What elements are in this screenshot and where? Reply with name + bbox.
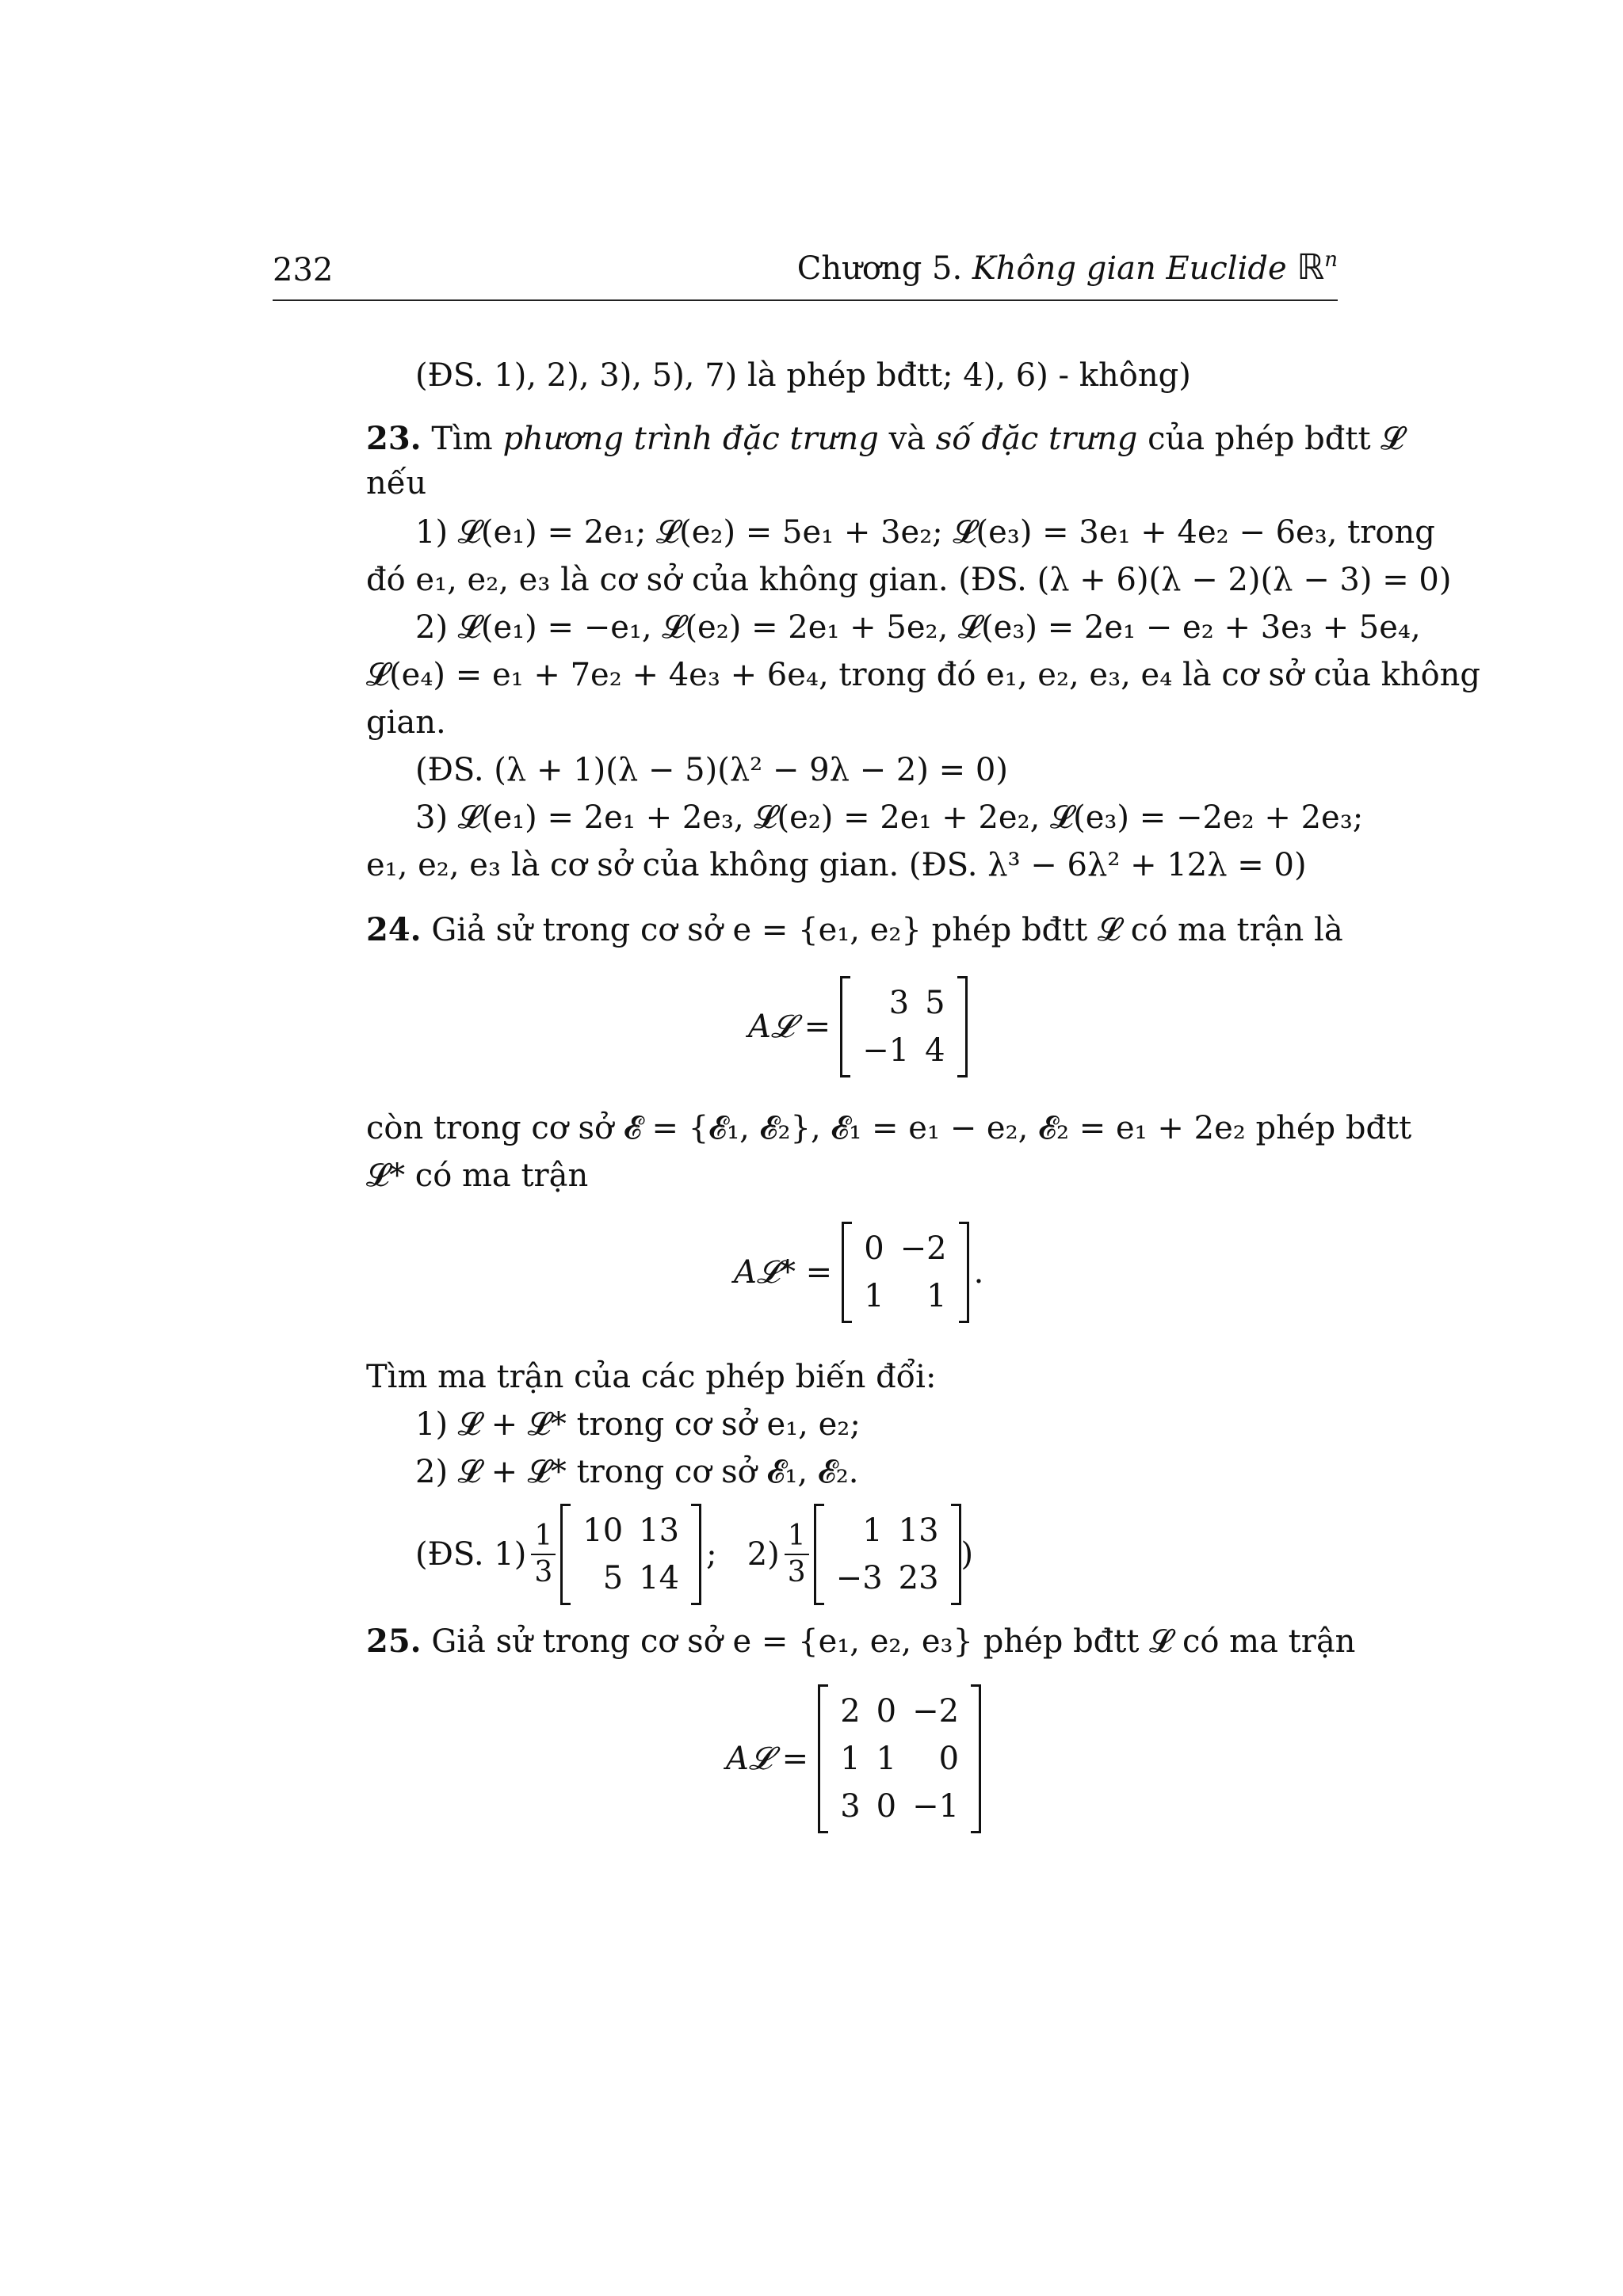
- matrix-cell: 1: [926, 1278, 947, 1314]
- exponent-n: n: [1324, 248, 1338, 272]
- matrix-cell: 0: [938, 1741, 960, 1777]
- fraction-denominator: 3: [534, 1556, 553, 1589]
- matrix-cell: 3: [888, 985, 910, 1021]
- answer-label: (ĐS. 1): [415, 1536, 527, 1573]
- running-head: [797, 247, 1338, 288]
- matrix-AL-3x3: [726, 1684, 981, 1833]
- problem-23-part1-line1: 1) 𝓛(e₁) = 2e₁; 𝓛(e₂) = 5e₁ + 3e₂; 𝓛(e₃) = 3e₁ + 4e₂ − 6e₃, trong: [415, 514, 1435, 551]
- fraction-denominator: 3: [787, 1556, 806, 1589]
- matrix-cell: 13: [639, 1512, 680, 1549]
- matrix-cell: 13: [898, 1512, 939, 1549]
- problem-23-number: 23.: [366, 420, 422, 457]
- matrix-cell: 14: [639, 1560, 680, 1596]
- problem-24-number: 24.: [366, 911, 422, 948]
- matrix-cell: 0: [864, 1230, 884, 1267]
- fraction-one-third: [785, 1519, 809, 1590]
- text-span: Giả sử trong cơ sở e = {e₁, e₂} phép bđtt 𝓛 có ma trận là: [431, 912, 1343, 948]
- problem-23-part2-line2: 𝓛(e₄) = e₁ + 7e₂ + 4e₃ + 6e₄, trong đó e₁, e₂, e₃, e₄ là cơ sở của không: [366, 657, 1481, 693]
- problem-23-line2: nếu: [366, 465, 427, 502]
- matrix-cell: 5: [602, 1560, 624, 1596]
- problem-24-part2: 2) 𝓛 + 𝓛* trong cơ sở 𝓔₁, 𝓔₂.: [415, 1454, 859, 1490]
- text-span: Tìm: [431, 421, 493, 457]
- matrix-cell: 1: [864, 1278, 884, 1314]
- matrix-label: A𝓛 =: [726, 1741, 809, 1777]
- term-characteristic-equation: phương trình đặc trưng: [502, 421, 879, 457]
- fraction-one-third: [531, 1519, 556, 1590]
- real-space-symbol: ℝ: [1296, 247, 1325, 288]
- matrix-AL: [748, 976, 968, 1077]
- matrix-3x3: [818, 1684, 981, 1833]
- matrix-cell: −2: [899, 1230, 947, 1267]
- matrix-cell: −2: [912, 1693, 960, 1730]
- answer-separator: ; 2): [706, 1536, 780, 1573]
- matrix-cell: −1: [862, 1032, 910, 1069]
- matrix-cell: 4: [925, 1032, 945, 1069]
- matrix-cell: −3: [835, 1560, 883, 1596]
- answer-matrix-2: [814, 1504, 961, 1605]
- answer-close-paren: ): [960, 1536, 974, 1573]
- period: .: [973, 1254, 984, 1291]
- text-span: Giả sử trong cơ sở e = {e₁, e₂, e₃} phép bđtt 𝓛 có ma trận: [431, 1623, 1356, 1660]
- problem-24-answer: [415, 1504, 973, 1605]
- answer-matrix-1: [560, 1504, 701, 1605]
- matrix-label: A𝓛 =: [748, 1009, 831, 1045]
- problem-24-line4: Tìm ma trận của các phép biến đổi:: [366, 1359, 937, 1395]
- matrix-cell: 3: [840, 1788, 861, 1825]
- matrix-cell: 1: [876, 1741, 897, 1777]
- problem-23-part3-line1: 3) 𝓛(e₁) = 2e₁ + 2e₃, 𝓛(e₂) = 2e₁ + 2e₂, 𝓛(e₃) = −2e₂ + 2e₃;: [415, 799, 1364, 836]
- matrix-cell: 0: [876, 1693, 897, 1730]
- fraction-numerator: 1: [531, 1519, 556, 1555]
- chapter-number: Chương 5.: [796, 250, 963, 287]
- problem-23-part1-line2: đó e₁, e₂, e₃ là cơ sở của không gian. (ĐS. (λ + 6)(λ − 2)(λ − 3) = 0): [366, 562, 1452, 598]
- matrix-cell: 5: [925, 985, 945, 1021]
- problem-23-part2-line1: 2) 𝓛(e₁) = −e₁, 𝓛(e₂) = 2e₁ + 5e₂, 𝓛(e₃) = 2e₁ − e₂ + 3e₃ + 5e₄,: [415, 609, 1421, 646]
- matrix-2x2: [840, 976, 967, 1077]
- problem-23-part3-line2: e₁, e₂, e₃ là cơ sở của không gian. (ĐS. λ³ − 6λ² + 12λ = 0): [366, 847, 1307, 883]
- page-header: [273, 247, 1338, 301]
- problem-24-part1: 1) 𝓛 + 𝓛* trong cơ sở e₁, e₂;: [415, 1406, 861, 1443]
- problem-24-line2: còn trong cơ sở 𝓔 = {𝓔₁, 𝓔₂}, 𝓔₁ = e₁ − e₂, 𝓔₂ = e₁ + 2e₂ phép bđtt: [366, 1110, 1412, 1146]
- chapter-title: Không gian Euclide: [972, 250, 1287, 287]
- problem-23-heading: [366, 417, 1403, 461]
- matrix-cell: 23: [898, 1560, 939, 1596]
- text-span: của phép bđtt 𝓛: [1148, 421, 1404, 457]
- matrix-label: A𝓛* =: [734, 1254, 833, 1291]
- text-span: và: [888, 421, 926, 457]
- matrix-cell: 10: [582, 1512, 624, 1549]
- matrix-cell: 1: [840, 1741, 861, 1777]
- matrix-cell: 2: [840, 1693, 861, 1730]
- fraction-numerator: 1: [785, 1519, 809, 1555]
- problem-23-part2-answer: (ĐS. (λ + 1)(λ − 5)(λ² − 9λ − 2) = 0): [415, 752, 1008, 788]
- problem-23-part2-line3: gian.: [366, 704, 446, 741]
- problem-25-heading: [366, 1619, 1355, 1664]
- term-eigenvalue: số đặc trưng: [935, 421, 1138, 457]
- matrix-cell: 1: [862, 1512, 883, 1549]
- problem-24-heading: [366, 908, 1343, 952]
- matrix-2x2: [842, 1222, 968, 1323]
- page-number: 232: [273, 252, 334, 288]
- problem-24-line3: 𝓛* có ma trận: [366, 1158, 589, 1194]
- problem-25-number: 25.: [366, 1623, 422, 1660]
- answer-line-prev: (ĐS. 1), 2), 3), 5), 7) là phép bđtt; 4), 6) - không): [415, 357, 1191, 394]
- matrix-AL-star: [734, 1222, 983, 1323]
- matrix-cell: −1: [912, 1788, 960, 1825]
- matrix-cell: 0: [876, 1788, 897, 1825]
